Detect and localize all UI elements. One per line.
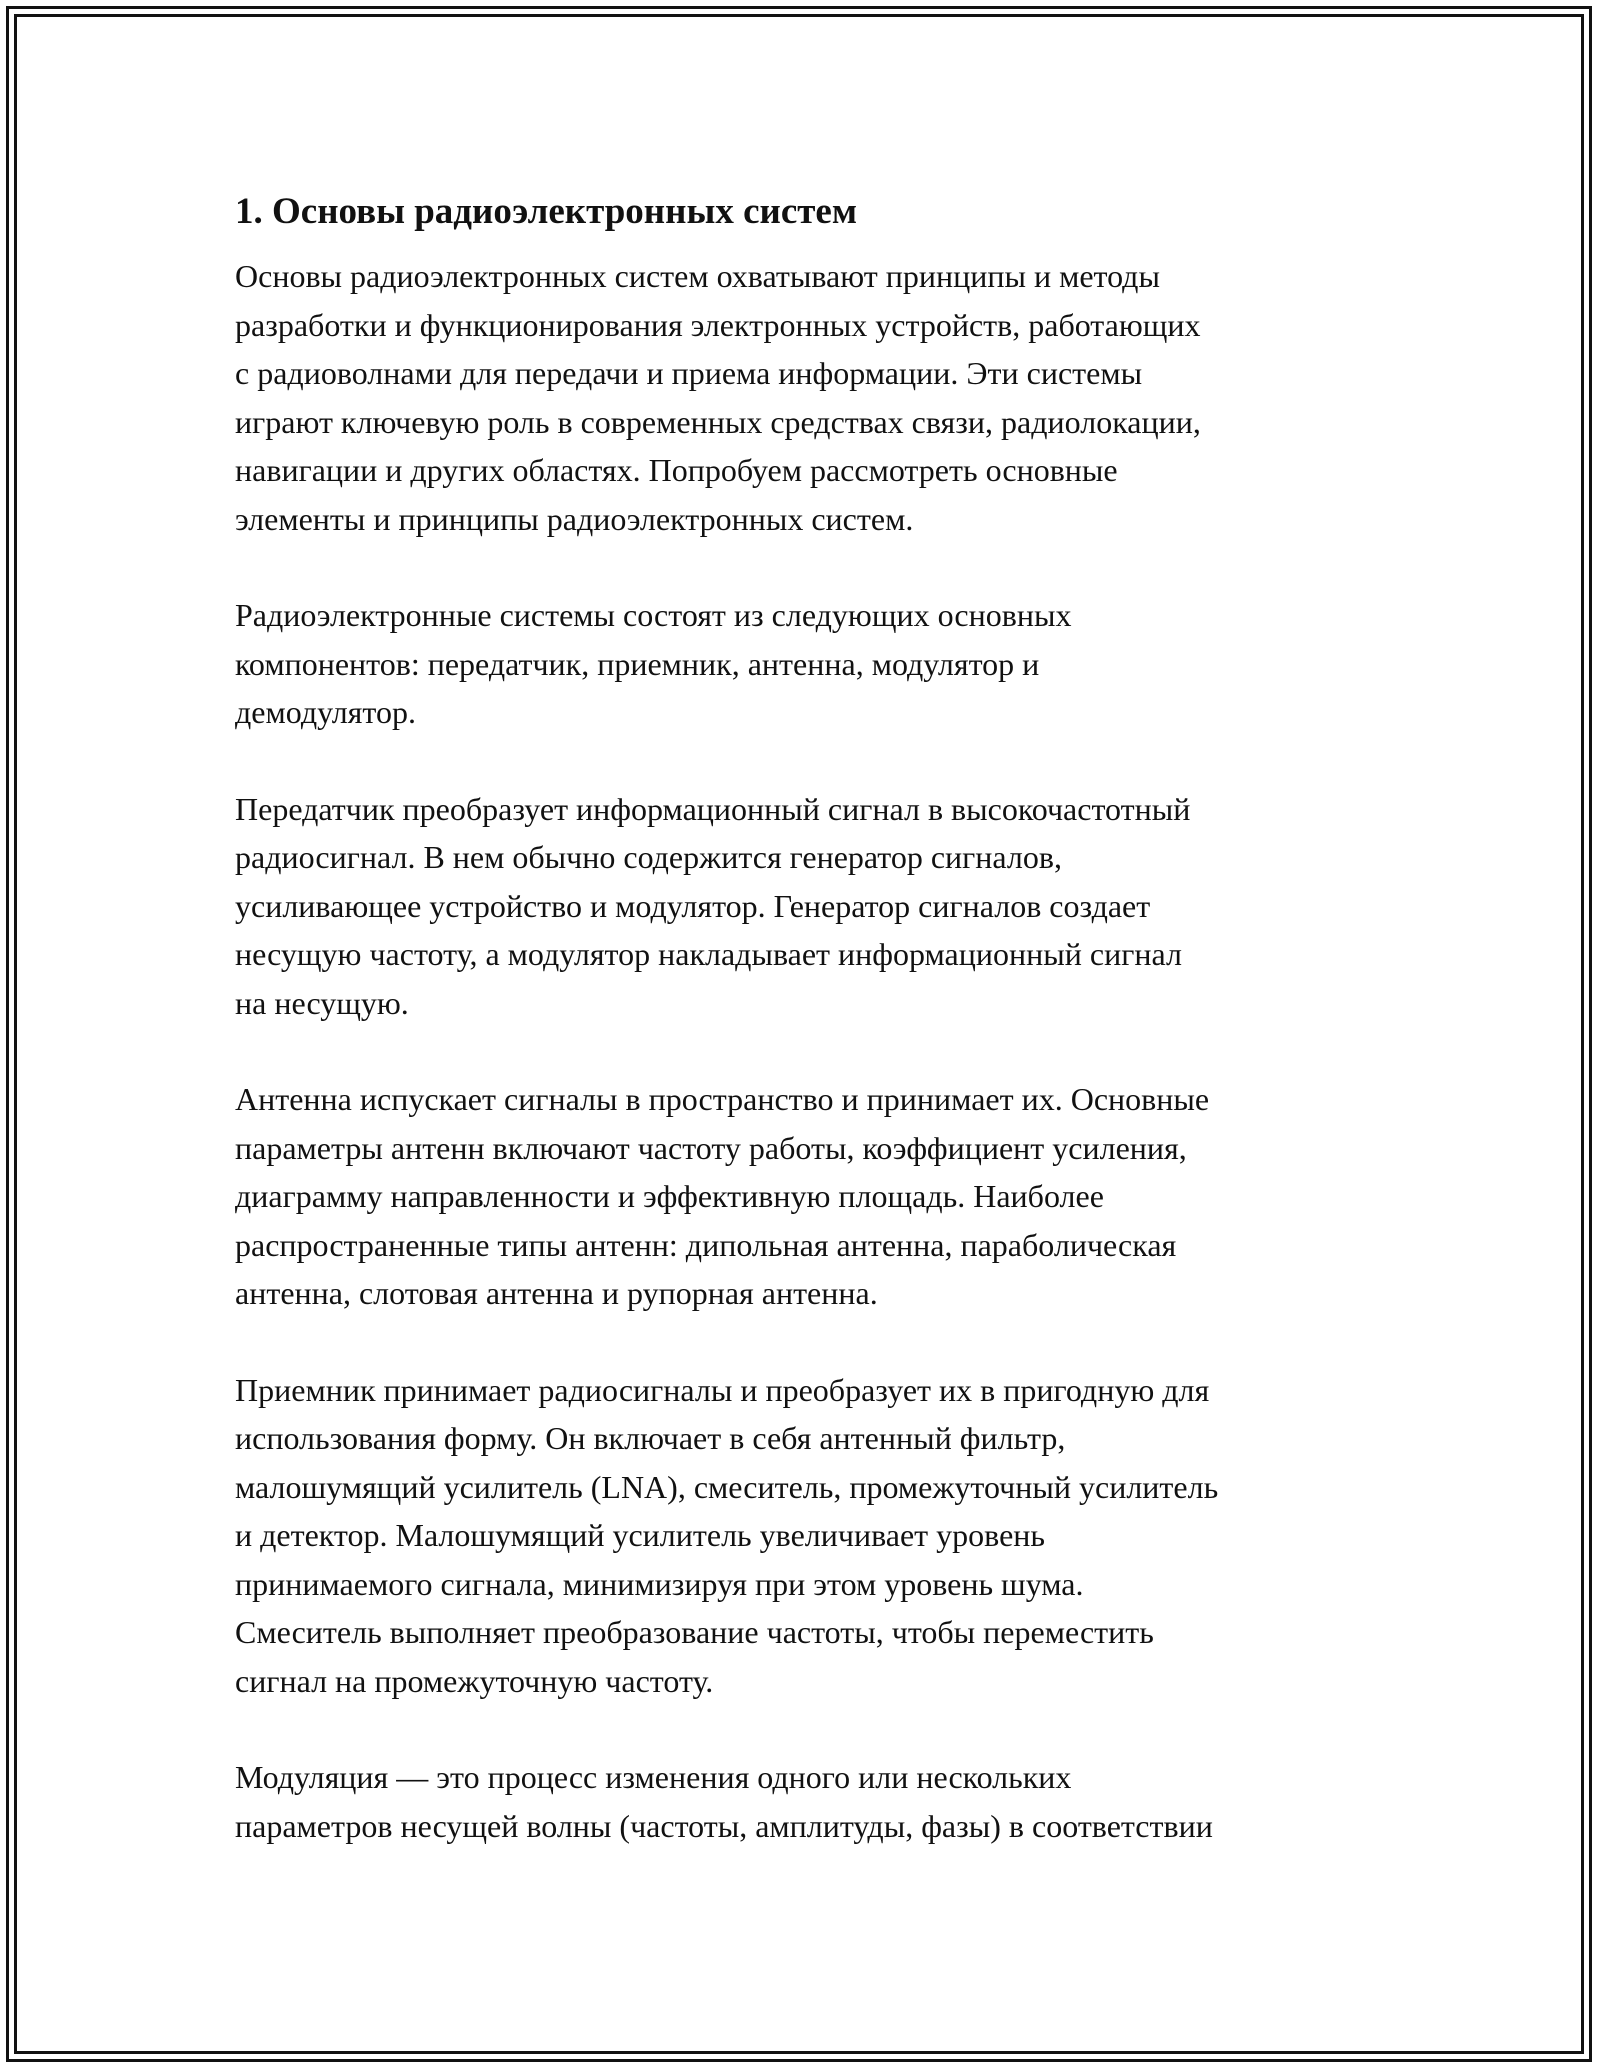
text-line: использования форму. Он включает в себя антенный фильтр, bbox=[235, 1420, 1066, 1456]
text-line: Антенна испускает сигналы в пространство и принимает их. Основные bbox=[235, 1081, 1210, 1117]
text-line: Модуляция — это процесс изменения одного или нескольких bbox=[235, 1759, 1072, 1795]
text-line: и детектор. Малошумящий усилитель увеличивает уровень bbox=[235, 1517, 1045, 1553]
text-line: Радиоэлектронные системы состоят из следующих основных bbox=[235, 597, 1072, 633]
document-body bbox=[235, 188, 1375, 1898]
section-heading: 1. Основы радиоэлектронных систем bbox=[235, 191, 858, 232]
text-line: Передатчик преобразует информационный сигнал в высокочастотный bbox=[235, 790, 1191, 827]
paragraph-list bbox=[235, 252, 1375, 1850]
text-line: параметры антенн включают частоту работы, коэффициент усиления, bbox=[235, 1129, 1187, 1166]
text-line: малошумящий усилитель (LNA), смеситель, промежуточный усилитель bbox=[235, 1468, 1219, 1505]
paragraph bbox=[235, 785, 1375, 1028]
text-line: на несущую. bbox=[235, 984, 409, 1021]
paragraph bbox=[235, 1753, 1375, 1850]
paragraph bbox=[235, 1366, 1375, 1706]
text-line: Основы радиоэлектронных систем охватывают принципы и методы bbox=[235, 258, 1160, 294]
text-line: Смеситель выполняет преобразование частоты, чтобы переместить bbox=[235, 1614, 1154, 1650]
text-line: компонентов: передатчик, приемник, антенна, модулятор и bbox=[235, 645, 1040, 682]
text-line: распространенные типы антенн: дипольная антенна, параболическая bbox=[235, 1226, 1177, 1263]
text-line: сигнал на промежуточную частоту. bbox=[235, 1662, 714, 1699]
text-line: демодулятор. bbox=[235, 694, 416, 730]
text-line: антенна, слотовая антенна и рупорная антенна. bbox=[235, 1275, 878, 1311]
text-line: принимаемого сигнала, минимизируя при этом уровень шума. bbox=[235, 1565, 1084, 1602]
text-line: радиосигнал. В нем обычно содержится генератор сигналов, bbox=[235, 839, 1062, 875]
text-line: усиливающее устройство и модулятор. Генератор сигналов создает bbox=[235, 887, 1151, 924]
text-line: несущую частоту, а модулятор накладывает информационный сигнал bbox=[235, 936, 1182, 972]
text-line: играют ключевую роль в современных средствах связи, радиолокации, bbox=[235, 403, 1201, 440]
text-line: с радиоволнами для передачи и приема информации. Эти системы bbox=[235, 355, 1143, 391]
text-line: Приемник принимает радиосигналы и преобразует их в пригодную для bbox=[235, 1371, 1210, 1408]
paragraph bbox=[235, 591, 1375, 737]
text-line: элементы и принципы радиоэлектронных систем. bbox=[235, 500, 914, 537]
text-line: диаграмму направленности и эффективную площадь. Наиболее bbox=[235, 1178, 1104, 1214]
paragraph bbox=[235, 1075, 1375, 1318]
paragraph bbox=[235, 252, 1375, 543]
text-line: разработки и функционирования электронных устройств, работающих bbox=[235, 306, 1201, 343]
text-line: параметров несущей волны (частоты, амплитуды, фазы) в соответствии bbox=[235, 1807, 1213, 1844]
text-line: навигации и других областях. Попробуем рассмотреть основные bbox=[235, 452, 1118, 488]
